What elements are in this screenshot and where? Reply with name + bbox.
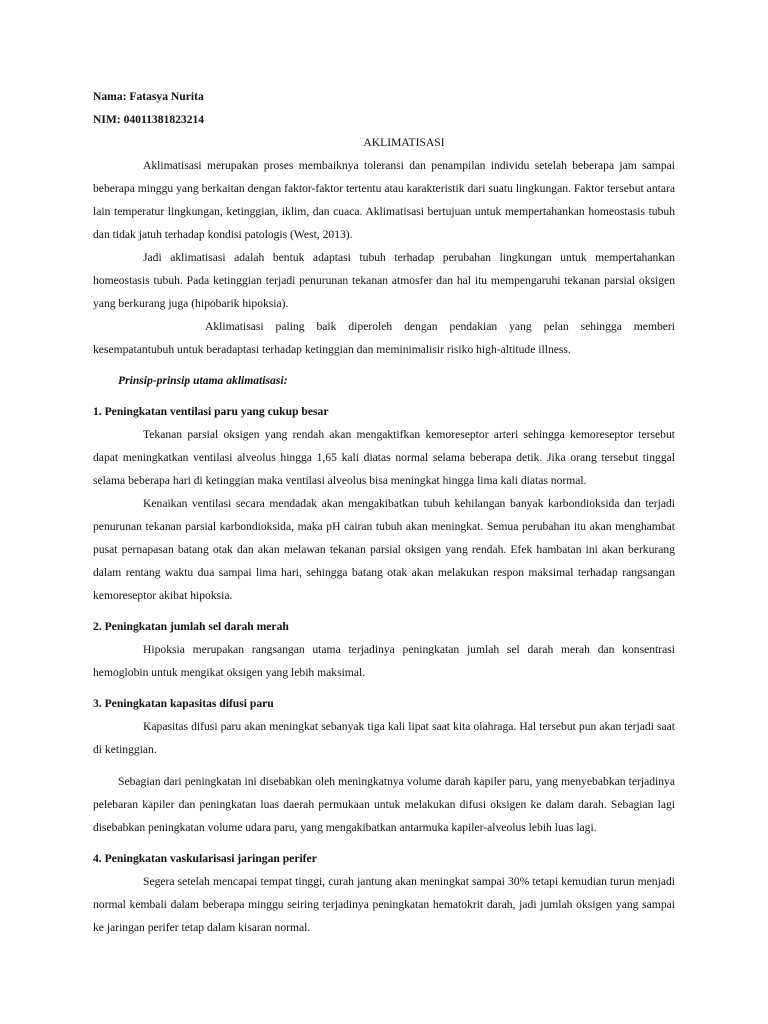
section-4-paragraph-1: Segera setelah mencapai tempat tinggi, curah jantung akan meningkat sampai 30% tetapi kemudian turun menjadi normal kembali dalam beberapa minggu seiring terjadinya peningkatan hematokrit darah, jadi jumlah oksigen yang sampai ke jaringan perifer tetap dalam kisaran normal. <box>93 875 675 934</box>
section-3-paragraph-1: Kapasitas difusi paru akan meningkat sebanyak tiga kali lipat saat kita olahraga. Hal tersebut pun akan terjadi saat di ketinggian. <box>93 720 675 756</box>
author-nim: NIM: 04011381823214 <box>93 113 205 126</box>
author-name: Nama: Fatasya Nurita <box>93 90 204 103</box>
section-heading-2: 2. Peningkatan jumlah sel darah merah <box>93 620 289 633</box>
intro-paragraph-1: Aklimatisasi merupakan proses membaiknya toleransi dan penampilan individu setelah beberapa jam sampai beberapa minggu yang berkaitan dengan faktor-faktor tertentu atau karakteristik dari suatu lingkungan. Faktor tersebut antara lain temperatur lingkungan, ketinggian, iklim, dan cuaca. Aklimatisasi bertujuan untuk mempertahankan homeostasis tubuh dan tidak jatuh terhadap kondisi patologis (West, 2013). <box>93 159 675 241</box>
section-heading-1: 1. Peningkatan ventilasi paru yang cukup besar <box>93 405 329 418</box>
section-1-paragraph-2: Kenaikan ventilasi secara mendadak akan mengakibatkan tubuh kehilangan banyak karbondioksida dan terjadi penurunan tekanan parsial karbondioksida, maka pH cairan tubuh akan meningkat. Semua perubahan itu akan menghambat pusat pernapasan batang otak dan akan melawan tekanan parsial oksigen yang rendah. Efek hambatan ini akan berkurang dalam rentang waktu dua sampai lima hari, sehingga batang otak akan melakukan respon maksimal terhadap rangsangan kemoreseptor akibat hipoksia. <box>93 497 675 602</box>
principles-title: Prinsip-prinsip utama aklimatisasi: <box>118 374 288 387</box>
section-3-paragraph-2: Sebagian dari peningkatan ini disebabkan oleh meningkatnya volume darah kapiler paru, yang menyebabkan terjadinya pelebaran kapiler dan peningkatan luas daerah permukaan untuk melakukan difusi oksigen ke dalam darah. Sebagian lagi disebabkan peningkatan volume udara paru, yang mengakibatkan antarmuka kapiler-alveolus lebih luas lagi. <box>93 775 675 834</box>
intro-paragraph-3: Aklimatisasi paling baik diperoleh dengan pendakian yang pelan sehingga memberi kesempatantubuh untuk beradaptasi terhadap ketinggian dan meminimalisir risiko high-altitude illness. <box>93 320 675 356</box>
document-body <box>93 85 675 939</box>
paragraph-gap <box>93 761 675 770</box>
document-title: AKLIMATISASI <box>363 136 445 149</box>
section-1-paragraph-1: Tekanan parsial oksigen yang rendah akan mengaktifkan kemoreseptor arteri sehingga kemoreseptor tersebut dapat meningkatkan ventilasi alveolus hingga 1,65 kali diatas normal selama beberapa detik. Jika orang tersebut tinggal selama beberapa hari di ketinggian maka ventilasi alveolus bisa meningkat hingga lima kali diatas normal. <box>93 428 675 487</box>
section-heading-4: 4. Peningkatan vaskularisasi jaringan perifer <box>93 852 317 865</box>
intro-paragraph-2: Jadi aklimatisasi adalah bentuk adaptasi tubuh terhadap perubahan lingkungan untuk mempertahankan homeostasis tubuh. Pada ketinggian terjadi penurunan tekanan atmosfer dan hal itu mempengaruhi tekanan parsial oksigen yang berkurang juga (hipobarik hipoksia). <box>93 251 675 310</box>
section-2-paragraph-1: Hipoksia merupakan rangsangan utama terjadinya peningkatan jumlah sel darah merah dan konsentrasi hemoglobin untuk mengikat oksigen yang lebih maksimal. <box>93 643 675 679</box>
section-heading-3: 3. Peningkatan kapasitas difusi paru <box>93 697 274 710</box>
